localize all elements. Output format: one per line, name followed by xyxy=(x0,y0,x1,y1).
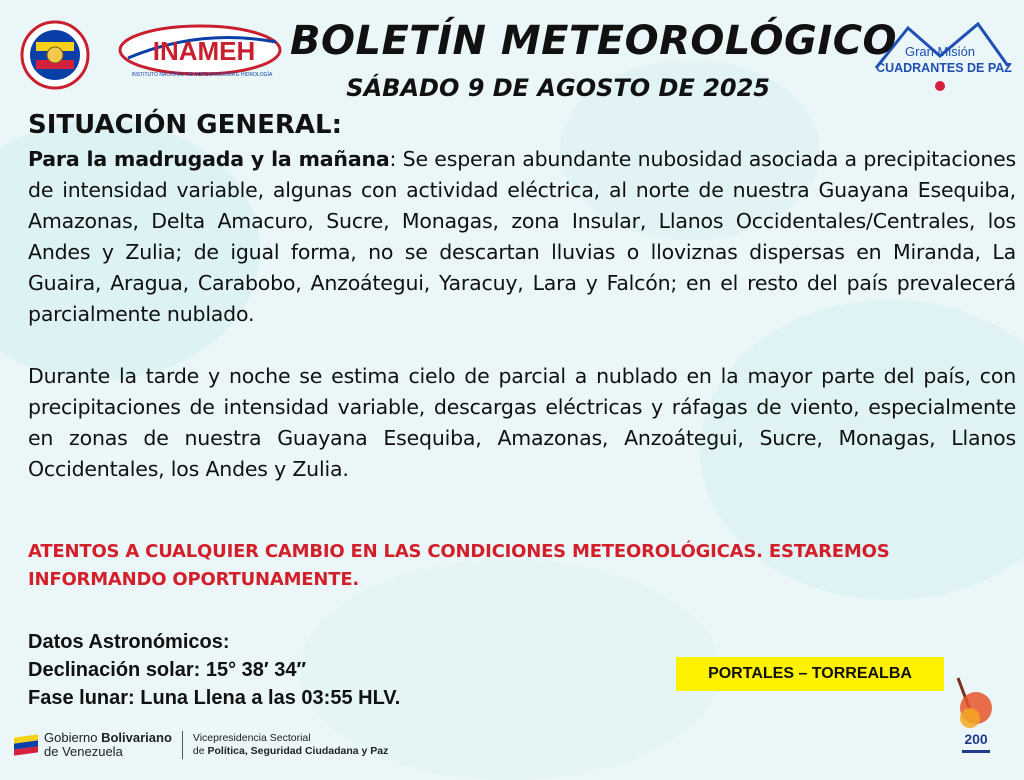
anniversary-number: 200 xyxy=(964,731,988,747)
inameh-logo-subtitle: INSTITUTO NACIONAL DE METEOROLOGÍA E HIDROLOGÍA xyxy=(131,72,273,78)
morning-forecast-paragraph xyxy=(28,144,1016,330)
section-heading: SITUACIÓN GENERAL: xyxy=(28,110,342,140)
footer-government xyxy=(14,728,388,762)
astronomical-data xyxy=(28,628,400,712)
moon-phase: Fase lunar: Luna Llena a las 03:55 HLV. xyxy=(28,687,401,709)
alert-message: ATENTOS A CUALQUIER CAMBIO EN LAS CONDICIONES METEOROLÓGICAS. ESTAREMOS INFORMANDO OPORTUNAMENTE. xyxy=(28,541,890,590)
solar-declination: Declinación solar: 15° 38′ 34″ xyxy=(28,659,307,681)
inameh-logo xyxy=(116,22,284,82)
credit-text: PORTALES – TORREALBA xyxy=(708,665,912,682)
astronomical-heading: Datos Astronómicos: xyxy=(28,631,230,653)
inameh-logo-text: INAMEH xyxy=(152,36,256,66)
gov-line1-bold: Bolivariano xyxy=(101,730,172,745)
cuadrantes-logo-line2: CUADRANTES DE PAZ xyxy=(876,61,1012,75)
afternoon-forecast-paragraph: Durante la tarde y noche se estima cielo de parcial a nublado en la mayor parte del país, con precipitaciones de intensidad variable, descargas eléctricas y ráfagas de viento, especialmente en zonas de nuestra Guayana Esequiba, Amazonas, Anzoátegui, Sucre, Monagas, Llanos Occidentales, los Andes y Zulia. xyxy=(28,364,1016,481)
vice-line2-bold: Política, Seguridad Ciudadana y Paz xyxy=(207,745,389,757)
morning-forecast-text: : Se esperan abundante nubosidad asociada a precipitaciones de intensidad variable, algunas con actividad eléctrica, al norte de nuestra Guayana Esequiba, Amazonas, Delta Amacuro, Sucre, Monagas, zona Insular, Llanos Occidentales/Centrales, los Andes y Zulia; de igual forma, no se descartan lluvias o lloviznas dispersas en Miranda, La Guaira, Aragua, Carabobo, Anzoátegui, Yaracuy, Lara y Falcón; en el resto del país prevalecerá parcialmente nublado. xyxy=(28,147,1017,326)
anniversary-200-logo xyxy=(948,670,1004,762)
credit-badge xyxy=(676,657,944,691)
vicepresidencia-text xyxy=(193,732,389,758)
cuadrantes-logo-line1: Gran Misión xyxy=(904,44,976,59)
vice-line2-pre: de xyxy=(192,745,208,757)
gobierno-bolivariano-text xyxy=(44,731,172,759)
government-seal-icon xyxy=(18,20,92,90)
venezuela-flag-icon xyxy=(14,734,38,755)
morning-forecast-lead: Para la madrugada y la mañana xyxy=(28,147,390,171)
bulletin-date: SÁBADO 9 DE AGOSTO DE 2025 xyxy=(346,74,770,102)
gov-line2: de Venezuela xyxy=(44,744,123,759)
bulletin-title: BOLETÍN METEOROLÓGICO xyxy=(290,18,898,64)
vice-line1: Vicepresidencia Sectorial xyxy=(192,732,311,744)
footer-divider xyxy=(182,731,183,759)
gov-line1-pre: Gobierno xyxy=(44,730,102,745)
